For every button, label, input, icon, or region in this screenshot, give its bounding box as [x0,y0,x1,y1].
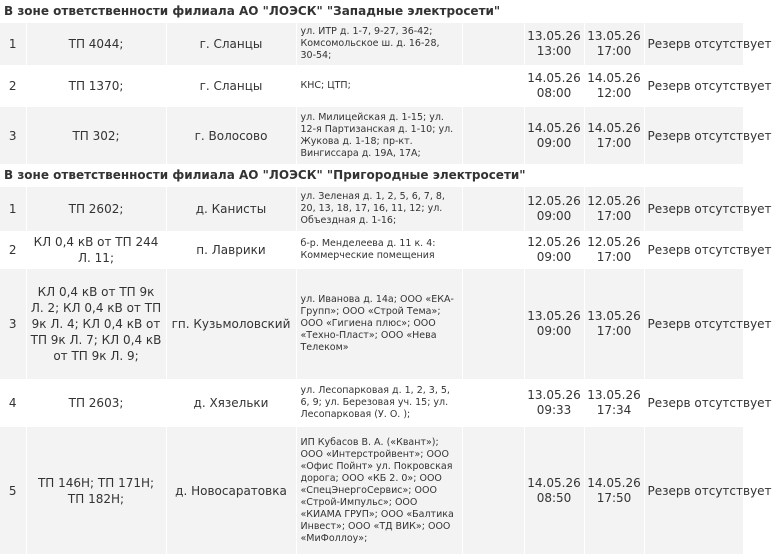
start-cell: 13.05.26 09:33 [524,380,584,426]
reserve-cell: Резерв отсутствует [644,186,743,232]
address-cell: ИП Кубасов В. А. («Квант»); ООО «Интерстройвент»; ООО «Офис Пойнт» ул. Покровская дорога; ООО «КБ 2. 0»; ООО «СпецЭнергоСервис»; ООО «Строй-Импульс»; ООО «КИАМА ГРУП»; ООО «Балтика Инвест»; ООО «ТД ВИК»; ООО «МиФоллоу»; [296,426,462,554]
table-row [0,186,743,232]
reserve-cell: Резерв отсутствует [644,66,743,106]
table-row [0,268,743,380]
row-number: 5 [0,426,26,554]
location-cell: д. Хязельки [166,380,296,426]
start-cell: 14.05.26 09:00 [524,106,584,164]
section-header [0,0,743,22]
end-cell: 14.05.26 17:50 [584,426,644,554]
address-cell: ул. ИТР д. 1-7, 9-27, 36-42; Комсомольское ш. д. 16-28, 30-54; [296,22,462,66]
reserve-cell: Резерв отсутствует [644,106,743,164]
table-row [0,380,743,426]
empty-cell [462,66,524,106]
start-cell: 12.05.26 09:00 [524,232,584,268]
start-cell: 14.05.26 08:00 [524,66,584,106]
reserve-cell: Резерв отсутствует [644,426,743,554]
address-cell: ул. Лесопарковая д. 1, 2, 3, 5, 6, 9; ул. Березовая уч. 15; ул. Лесопарковая (У. О. ); [296,380,462,426]
start-cell: 13.05.26 13:00 [524,22,584,66]
object-cell: КЛ 0,4 кВ от ТП 244 Л. 11; [26,232,166,268]
row-number: 3 [0,268,26,380]
object-cell: ТП 1370; [26,66,166,106]
table-row [0,66,743,106]
address-cell: ул. Иванова д. 14а; ООО «ЕКА-Групп»; ООО «Строй Тема»; ООО «Гигиена плюс»; ООО «Техно-Пласт»; ООО «Нева Телеком» [296,268,462,380]
address-cell: ул. Милицейская д. 1-15; ул. 12-я Партизанская д. 1-10; ул. Жукова д. 1-18; пр-кт. Вингиссара д. 19А, 17А; [296,106,462,164]
end-cell: 14.05.26 12:00 [584,66,644,106]
location-cell: п. Лаврики [166,232,296,268]
section-header [0,164,743,186]
table-row [0,22,743,66]
end-cell: 12.05.26 17:00 [584,232,644,268]
end-cell: 13.05.26 17:00 [584,268,644,380]
section-title: В зоне ответственности филиала АО "ЛОЭСК" "Пригородные электросети" [0,164,743,186]
reserve-cell: Резерв отсутствует [644,268,743,380]
location-cell: г. Сланцы [166,22,296,66]
object-cell: ТП 146Н; ТП 171Н; ТП 182Н; [26,426,166,554]
row-number: 2 [0,66,26,106]
reserve-cell: Резерв отсутствует [644,380,743,426]
location-cell: г. Сланцы [166,66,296,106]
empty-cell [462,268,524,380]
start-cell: 14.05.26 08:50 [524,426,584,554]
object-cell: ТП 4044; [26,22,166,66]
end-cell: 13.05.26 17:00 [584,22,644,66]
object-cell: ТП 302; [26,106,166,164]
address-cell: ул. Зеленая д. 1, 2, 5, 6, 7, 8, 20, 13, 18, 17, 16, 11, 12; ул. Объездная д. 1-16; [296,186,462,232]
empty-cell [462,186,524,232]
location-cell: д. Новосаратовка [166,426,296,554]
empty-cell [462,232,524,268]
end-cell: 13.05.26 17:34 [584,380,644,426]
row-number: 1 [0,186,26,232]
start-cell: 13.05.26 09:00 [524,268,584,380]
location-cell: гп. Кузьмоловский [166,268,296,380]
table-row [0,426,743,554]
start-cell: 12.05.26 09:00 [524,186,584,232]
reserve-cell: Резерв отсутствует [644,232,743,268]
reserve-cell: Резерв отсутствует [644,22,743,66]
table-row [0,232,743,268]
address-cell: КНС; ЦТП; [296,66,462,106]
row-number: 3 [0,106,26,164]
location-cell: д. Канисты [166,186,296,232]
object-cell: ТП 2602; [26,186,166,232]
object-cell: ТП 2603; [26,380,166,426]
empty-cell [462,106,524,164]
end-cell: 14.05.26 17:00 [584,106,644,164]
address-cell: б-р. Менделеева д. 11 к. 4: Коммерческие помещения [296,232,462,268]
row-number: 4 [0,380,26,426]
section-title: В зоне ответственности филиала АО "ЛОЭСК" "Западные электросети" [0,0,743,22]
row-number: 2 [0,232,26,268]
table-row [0,106,743,164]
empty-cell [462,22,524,66]
empty-cell [462,380,524,426]
empty-cell [462,426,524,554]
object-cell: КЛ 0,4 кВ от ТП 9к Л. 2; КЛ 0,4 кВ от ТП 9к Л. 4; КЛ 0,4 кВ от ТП 9к Л. 7; КЛ 0,4 кВ от ТП 9к Л. 9; [26,268,166,380]
end-cell: 12.05.26 17:00 [584,186,644,232]
row-number: 1 [0,22,26,66]
location-cell: г. Волосово [166,106,296,164]
